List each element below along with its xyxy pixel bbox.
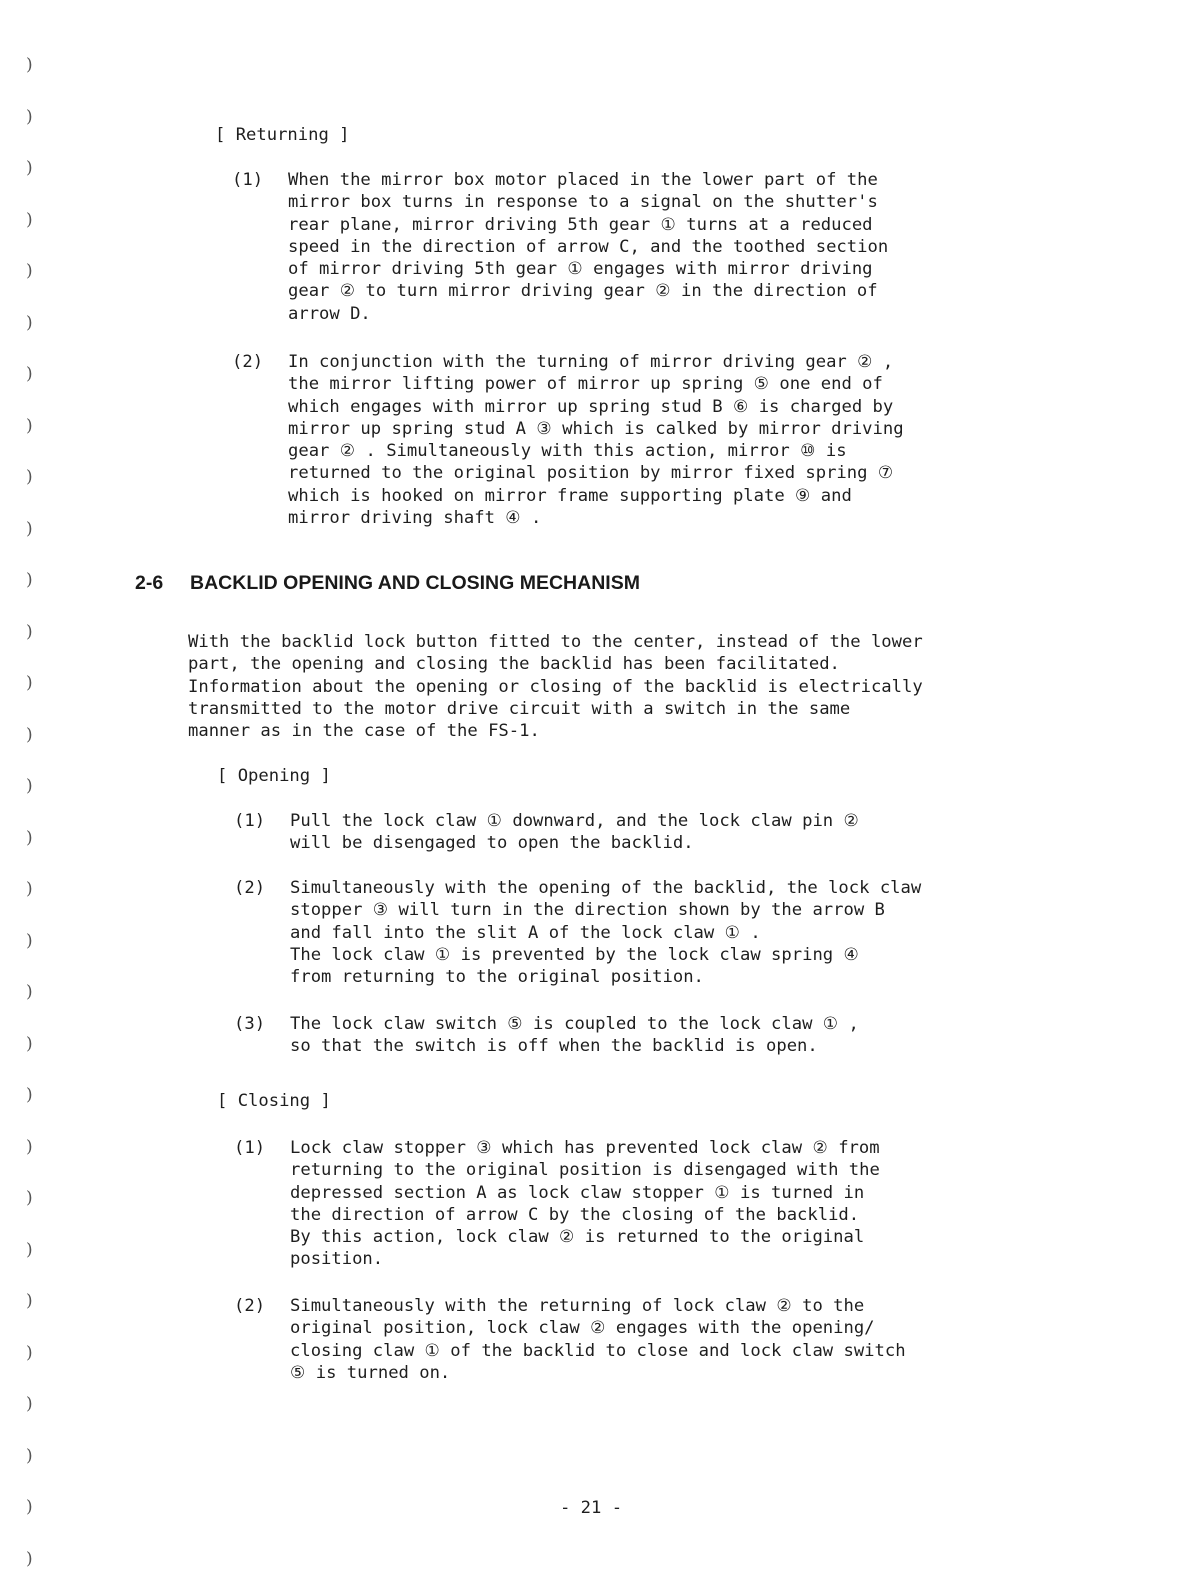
opening-subheading: [ Opening ] — [217, 765, 331, 787]
returning-subheading: [ Returning ] — [215, 124, 350, 146]
returning-item-1 — [232, 169, 888, 325]
binder-mark: ) — [26, 607, 46, 659]
binder-mark: ) — [26, 1122, 46, 1174]
item-number: (2) — [234, 1295, 290, 1384]
item-text: When the mirror box motor placed in the lower part of the mirror box turns in response to a signal on the shutter's rear plane, mirror driving 5th gear ① turns at a reduced speed in the direction of arrow C, and the toothed section of mirror driving 5th gear ① engages with mirror driving gear ② to turn mirror driving gear ② in the direction of arrow D. — [288, 169, 888, 325]
page-number: - 21 - — [0, 1497, 1182, 1519]
section-number: 2-6 — [135, 572, 190, 595]
item-text: Pull the lock claw ① downward, and the lock claw pin ② will be disengaged to open the backlid. — [290, 810, 859, 855]
binder-mark: ) — [26, 1019, 46, 1071]
closing-item-2 — [234, 1295, 906, 1384]
binder-mark: ) — [26, 1173, 46, 1225]
item-number: (1) — [232, 169, 288, 325]
binder-mark: ) — [26, 195, 46, 247]
binder-mark: ) — [26, 710, 46, 762]
binder-mark: ) — [26, 40, 46, 92]
section-intro: With the backlid lock button fitted to the center, instead of the lower part, the opening and closing the backlid has been facilitated. Information about the opening or closing of the backlid is electrically transmitted to the motor drive circuit with a switch in the same manner as in the case of the FS-1. — [188, 631, 923, 742]
binder-mark: ) — [26, 504, 46, 556]
closing-item-1 — [234, 1137, 880, 1271]
binder-mark: ) — [26, 813, 46, 865]
binder-mark: ) — [26, 916, 46, 968]
item-text: Lock claw stopper ③ which has prevented lock claw ② from returning to the original position is disengaged with the depressed section A as lock claw stopper ① is turned in the direction of arrow C by the closing of the backlid. By this action, lock claw ② is returned to the original position. — [290, 1137, 880, 1271]
item-number: (2) — [234, 877, 290, 988]
binder-mark: ) — [26, 349, 46, 401]
item-text: Simultaneously with the opening of the backlid, the lock claw stopper ③ will turn in the direction shown by the arrow B and fall into the slit A of the lock claw ① . The lock claw ① is prevented by the lock claw spring ④ from returning to the original position. — [290, 877, 921, 988]
section-title: BACKLID OPENING AND CLOSING MECHANISM — [190, 572, 640, 594]
binder-mark: ) — [26, 1225, 46, 1277]
binder-mark: ) — [26, 143, 46, 195]
binder-mark: ) — [26, 967, 46, 1019]
item-number: (1) — [234, 810, 290, 855]
item-text: The lock claw switch ⑤ is coupled to the lock claw ① , so that the switch is off when the backlid is open. — [290, 1013, 859, 1058]
binder-mark: ) — [26, 1379, 46, 1431]
binder-mark: ) — [26, 401, 46, 453]
binder-margin — [26, 40, 46, 1585]
binder-mark: ) — [26, 658, 46, 710]
binder-mark: ) — [26, 761, 46, 813]
binder-mark: ) — [26, 298, 46, 350]
binder-mark: ) — [26, 1482, 46, 1534]
binder-mark: ) — [26, 555, 46, 607]
closing-subheading: [ Closing ] — [217, 1090, 331, 1112]
binder-mark: ) — [26, 1431, 46, 1483]
opening-item-1 — [234, 810, 859, 855]
binder-mark: ) — [26, 1276, 46, 1328]
binder-mark: ) — [26, 92, 46, 144]
binder-mark: ) — [26, 1534, 46, 1585]
binder-mark: ) — [26, 246, 46, 298]
binder-mark: ) — [26, 1328, 46, 1380]
section-heading — [135, 572, 640, 595]
returning-item-2 — [232, 351, 904, 529]
item-number: (2) — [232, 351, 288, 529]
item-text: In conjunction with the turning of mirror driving gear ② , the mirror lifting power of mirror up spring ⑤ one end of which engages with mirror up spring stud B ⑥ is charged by mirror up spring stud A ③ which is calked by mirror driving gear ② . Simultaneously with this action, mirror ⑩ is returned to the original position by mirror fixed spring ⑦ which is hooked on mirror frame supporting plate ⑨ and mirror driving shaft ④ . — [288, 351, 904, 529]
binder-mark: ) — [26, 864, 46, 916]
opening-item-3 — [234, 1013, 859, 1058]
item-number: (3) — [234, 1013, 290, 1058]
item-number: (1) — [234, 1137, 290, 1271]
binder-mark: ) — [26, 1070, 46, 1122]
item-text: Simultaneously with the returning of lock claw ② to the original position, lock claw ② engages with the opening/ closing claw ① of the backlid to close and lock claw switch ⑤ is turned on. — [290, 1295, 906, 1384]
binder-mark: ) — [26, 452, 46, 504]
opening-item-2 — [234, 877, 921, 988]
